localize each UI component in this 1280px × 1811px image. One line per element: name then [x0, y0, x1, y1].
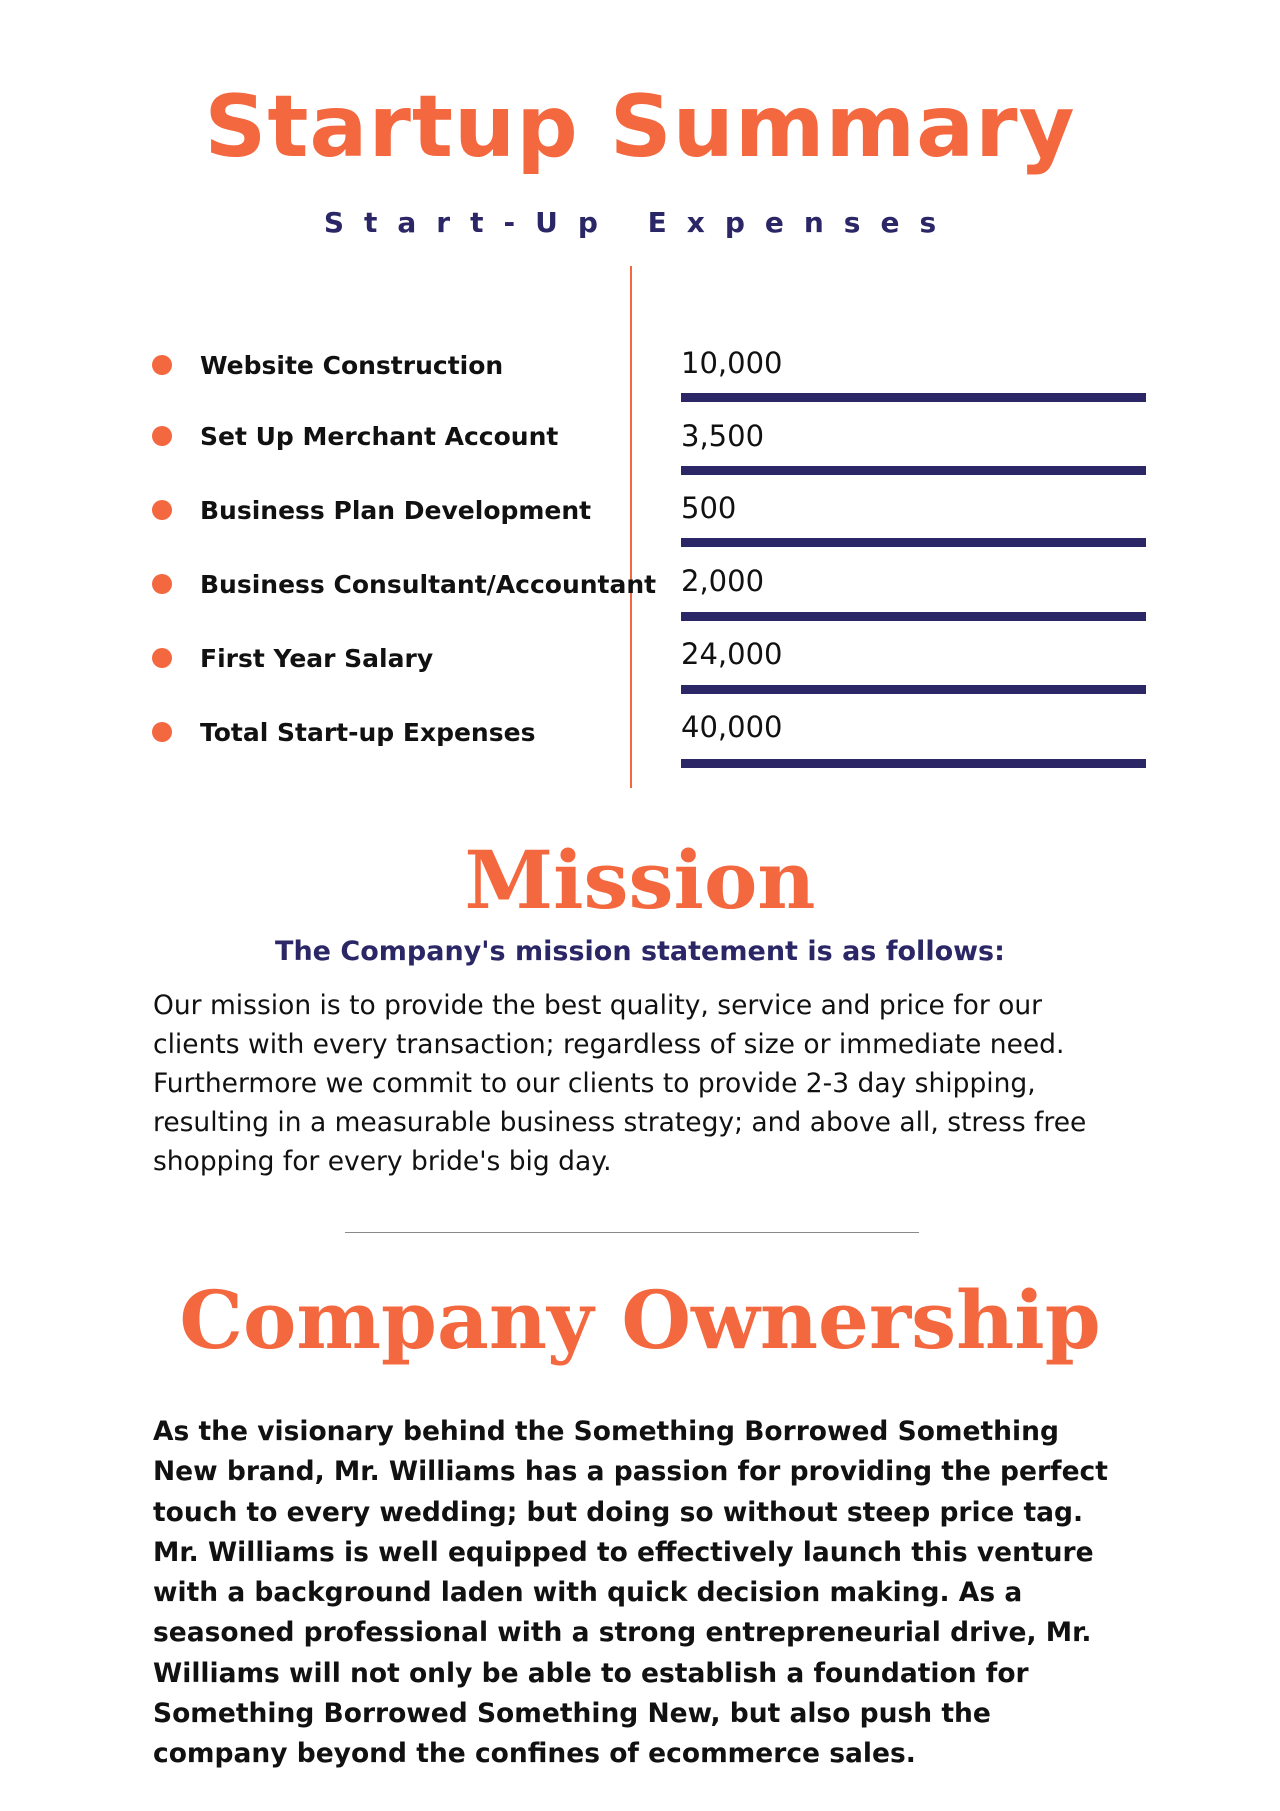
value-underline: [681, 612, 1146, 621]
expense-item-total: [152, 712, 535, 752]
bullet-icon: [152, 355, 172, 375]
value-underline: [681, 759, 1146, 768]
mission-statement: Our mission is to provide the best quality, service and price for our clients with every transaction; regardless of size or immediate need. Furthermore we commit to our clients to provide 2-3 day shipping, resulting in a measurable business strategy; and above all, stress free shopping for every bride's big day.: [153, 990, 1087, 1177]
expense-label: Set Up Merchant Account: [200, 421, 559, 451]
mission-heading: Mission: [464, 833, 816, 927]
expense-item-first-year-salary: [152, 638, 433, 678]
value-underline: [681, 393, 1146, 402]
value-underline: [681, 685, 1146, 694]
expense-item-business-plan: [152, 490, 591, 530]
expenses-subtitle: Start-Up Expenses: [323, 206, 957, 239]
bullet-icon: [152, 722, 172, 742]
expense-value-total: [681, 709, 1146, 745]
expense-value-business-plan: [681, 490, 1146, 526]
expense-value-consultant: [681, 563, 1146, 599]
bullet-icon: [152, 574, 172, 594]
column-divider: [630, 266, 632, 788]
bullet-icon: [152, 648, 172, 668]
expense-value-website-construction: [681, 345, 1146, 381]
expense-label: Total Start-up Expenses: [200, 717, 536, 747]
expense-label: First Year Salary: [200, 643, 434, 673]
expense-item-consultant: [152, 564, 656, 604]
expense-amount: 2,000: [681, 564, 765, 598]
expense-item-merchant-account: [152, 416, 558, 456]
section-divider: [345, 1232, 919, 1233]
ownership-text: As the visionary behind the Something Borrowed Something New brand, Mr. Williams has a passion for providing the perfect touch to every wedding; but doing so without steep price tag. Mr. Williams is well equipped to effectively launch this venture with a background laden with quick decision making. As a seasoned professional with a strong entrepreneurial drive, Mr. Williams will not only be able to establish a foundation for Something Borrowed Something New, but also push the company beyond the confines of ecommerce sales.: [153, 1416, 1108, 1770]
expense-amount: 24,000: [681, 637, 783, 671]
expense-label: Business Plan Development: [200, 495, 592, 525]
expense-amount: 40,000: [681, 710, 783, 744]
mission-intro: The Company's mission statement is as follows:: [275, 936, 1005, 967]
ownership-heading: Company Ownership: [179, 1273, 1101, 1367]
bullet-icon: [152, 500, 172, 520]
expense-item-website-construction: [152, 345, 503, 385]
expense-amount: 500: [681, 491, 737, 525]
expense-label: Website Construction: [200, 350, 504, 380]
expense-value-merchant-account: [681, 418, 1146, 454]
expense-amount: 10,000: [681, 346, 783, 380]
bullet-icon: [152, 426, 172, 446]
expense-amount: 3,500: [681, 419, 765, 453]
value-underline: [681, 538, 1146, 547]
expense-label: Business Consultant/Accountant: [200, 569, 657, 599]
expense-value-first-year-salary: [681, 636, 1146, 672]
value-underline: [681, 466, 1146, 475]
page-title: Startup Summary: [204, 77, 1076, 177]
